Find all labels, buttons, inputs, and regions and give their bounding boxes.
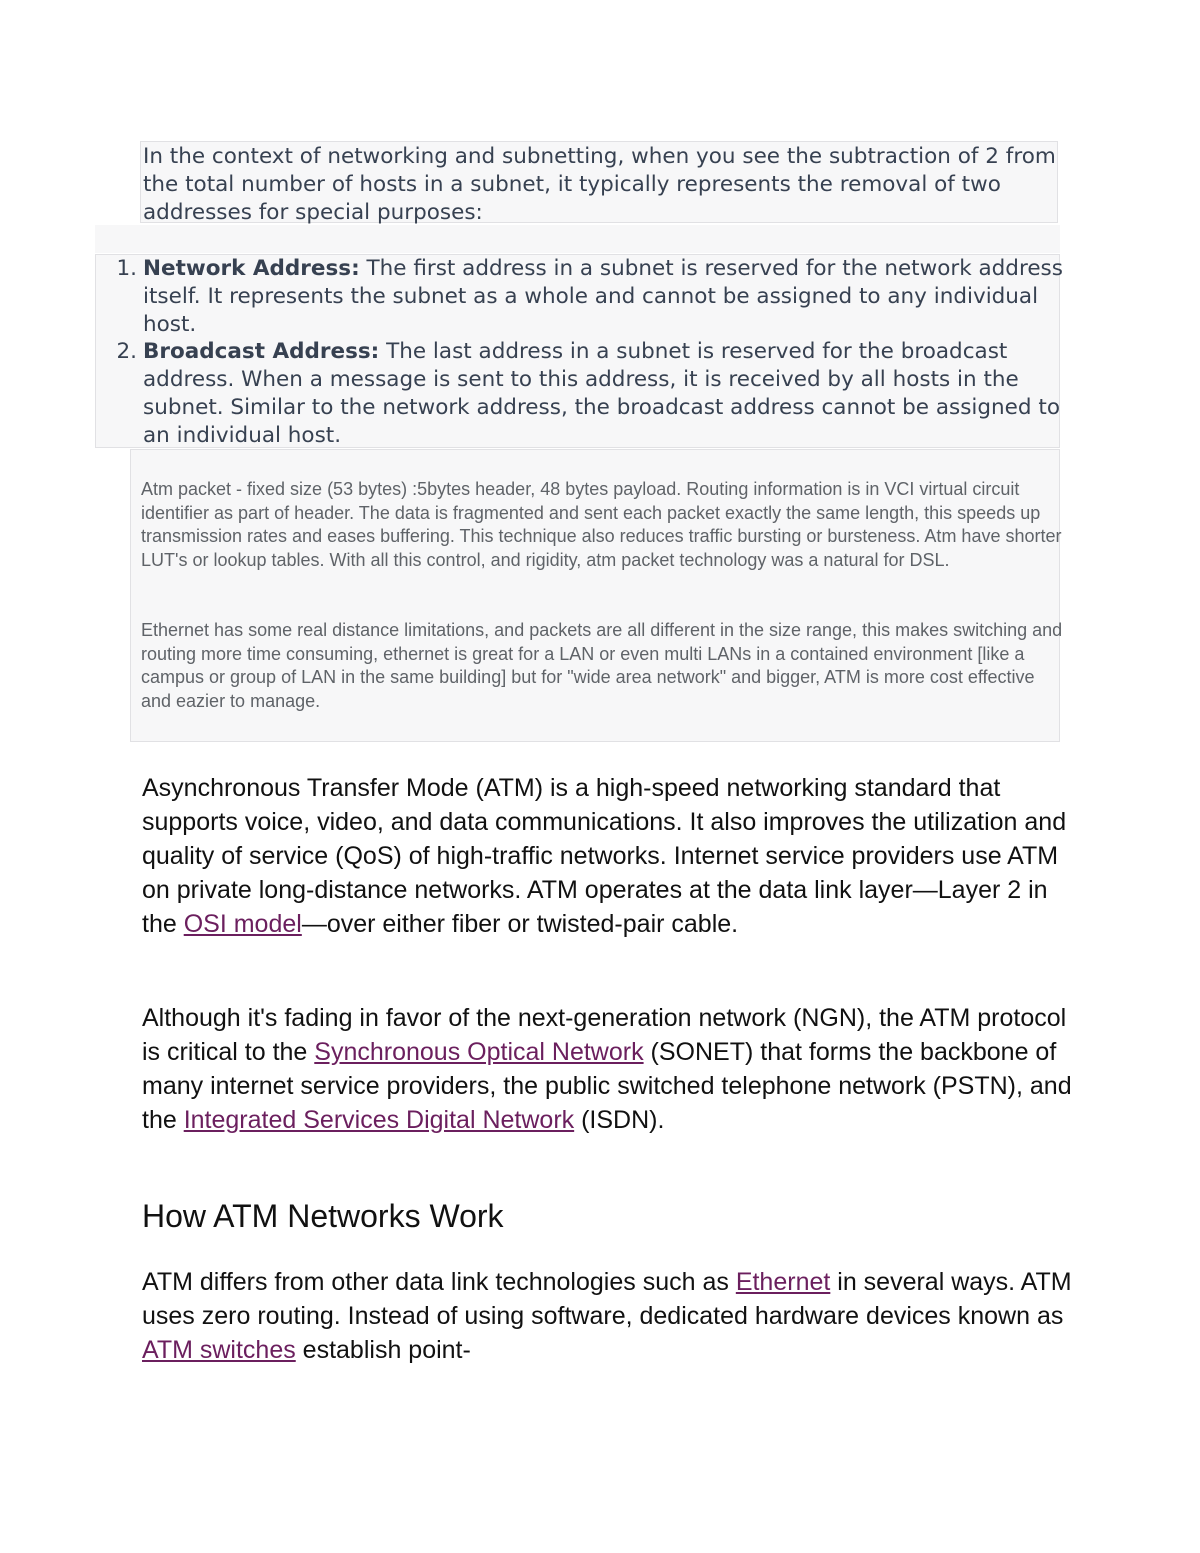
paragraph-text: in several ways. ATM uses zero routing. Instead of using software, dedicated hardware devices known as (142, 1268, 1072, 1330)
atm-switches-link[interactable]: ATM switches (142, 1336, 296, 1364)
paragraph-text: Although it's fading in favor of the next-generation network (NGN), the ATM protocol is critical to the (142, 1004, 1067, 1066)
list-item-number: 2. (116, 339, 137, 364)
panel-gap (95, 225, 1060, 253)
paragraph-text: (ISDN). (574, 1106, 665, 1134)
atm-differs-paragraph (142, 1265, 1072, 1367)
ethernet-link[interactable]: Ethernet (735, 1268, 831, 1296)
atm-intro-paragraph (142, 771, 1072, 941)
list-item-term: Broadcast Address: (143, 339, 380, 364)
section-heading: How ATM Networks Work (142, 1198, 504, 1234)
paragraph-text: establish point- (295, 1336, 471, 1364)
list-item-network-address (116, 255, 1063, 339)
atm-ngn-paragraph (142, 1001, 1072, 1137)
sonet-link[interactable]: Synchronous Optical Network (314, 1038, 644, 1066)
paragraph-text: ATM differs from other data link technologies such as (142, 1268, 736, 1296)
paragraph-text: Asynchronous Transfer Mode (ATM) is a high-speed networking standard that supports voice, video, and data communications. It also improves the utilization and quality of service (QoS) of high-traffic networks. Internet service providers use ATM on private long-distance networks. ATM operates at the data link layer—Layer 2 in the (142, 774, 1067, 938)
list-item-term: Network Address: (143, 256, 360, 281)
list-item-text: The first address in a subnet is reserved for the network address itself. It represents the subnet as a whole and cannot be assigned to any individual host. (143, 256, 1063, 337)
intro-paragraph: In the context of networking and subnetting, when you see the subtraction of 2 from the total number of hosts in a subnet, it typically represents the removal of two addresses for special purposes: (143, 144, 1056, 225)
paragraph-text: (SONET) that forms the backbone of many internet service providers, the public switched telephone network (PSTN), and the (142, 1038, 1072, 1134)
list-item-text: The last address in a subnet is reserved for the broadcast address. When a message is sent to this address, it is received by all hosts in the subnet. Similar to the network address, the broadcast address cannot be assigned to an individual host. (143, 339, 1060, 448)
atm-packet-note: Atm packet - fixed size (53 bytes) :5bytes header, 48 bytes payload. Routing information is in VCI virtual circuit identifier as part of header. The data is fragmented and sent each packet exactly the same length, this speeds up transmission rates and eases buffering. This technique also reduces traffic bursting or bursteness. Atm have shorter LUT's or lookup tables. With all this control, and rigidity, atm packet technology was a natural for DSL. (141, 479, 1062, 570)
isdn-link[interactable]: Integrated Services Digital Network (183, 1106, 575, 1134)
ethernet-note: Ethernet has some real distance limitations, and packets are all different in the size range, this makes switching and routing more time consuming, ethernet is great for a LAN or even multi LANs in a contained environment [like a campus or group of LAN in the same building] but for "wide area network" and bigger, ATM is more cost effective and eazier to manage. (141, 620, 1063, 711)
list-item-number: 1. (116, 256, 137, 281)
list-item-broadcast-address (116, 338, 1063, 450)
paragraph-text: —over either fiber or twisted-pair cable. (301, 910, 739, 938)
osi-model-link[interactable]: OSI model (183, 910, 302, 938)
